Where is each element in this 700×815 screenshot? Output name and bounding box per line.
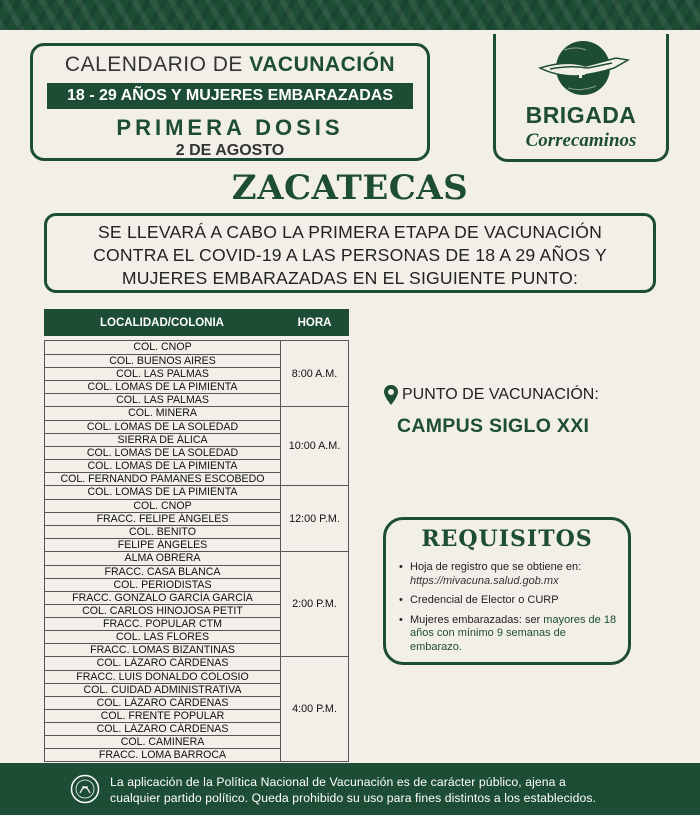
footer-disclaimer — [110, 774, 596, 806]
location-cell: FELIPE ÁNGELES — [45, 538, 280, 551]
schedule-header-box — [30, 43, 430, 161]
location-cell: COL. CARLOS HINOJOSA PETIT — [45, 604, 280, 617]
calendar-title-bold: VACUNACIÓN — [249, 53, 396, 76]
city-title: ZACATECAS — [231, 168, 469, 208]
location-cell: COL. CAMINERA — [45, 735, 280, 748]
bullet-icon: • — [399, 561, 403, 573]
group-locations — [45, 341, 281, 406]
location-cell: COL. LÁZARO CÁRDENAS — [45, 696, 280, 709]
dose-label: PRIMERA DOSIS — [116, 115, 344, 140]
government-seal-icon — [70, 774, 100, 804]
hour-cell: 4:00 P.M. — [292, 703, 337, 715]
location-cell: COL. LAS FLORES — [45, 630, 280, 643]
requirement-item — [399, 614, 620, 655]
schedule-group — [45, 656, 348, 761]
requirement-text: Hoja de registro que se obtiene en: — [410, 561, 582, 573]
hour-cell: 10:00 A.M. — [288, 440, 341, 452]
requirement-highlight: mayores de 18 años con mínimo 9 semanas de embarazo. — [410, 613, 617, 653]
hour-cell: 8:00 A.M. — [291, 367, 338, 380]
vaccination-point-label: PUNTO DE VACUNACIÓN: — [402, 386, 599, 403]
location-cell: FRACC. LUIS DONALDO COLOSIO — [45, 670, 280, 683]
brigade-subtitle: Correcaminos — [525, 130, 637, 151]
bullet-icon: • — [399, 594, 403, 606]
hour-cell: 2:00 P.M. — [292, 598, 337, 610]
location-cell: FRACC. POPULAR CTM — [45, 617, 280, 630]
roadrunner-logo-icon — [536, 38, 630, 100]
requirements-title: REQUISITOS — [421, 526, 593, 552]
column-header-hour: HORA — [297, 316, 332, 329]
location-cell: FRACC. FELIPE ÁNGELES — [45, 512, 280, 525]
location-pin-icon — [383, 384, 399, 406]
top-decorative-band — [0, 0, 700, 30]
table-header — [44, 309, 349, 336]
location-cell: FRACC. GONZALO GARCÍA GARCÍA — [45, 591, 280, 604]
hour-cell: 12:00 P.M. — [289, 512, 340, 525]
schedule-group — [45, 551, 348, 656]
intro-line-3: MUJERES EMBARAZADAS EN EL SIGUIENTE PUNTO: — [121, 268, 579, 288]
location-cell: COL. FERNANDO PAMANES ESCOBEDO — [45, 472, 280, 485]
location-cell: COL. BENITO — [45, 525, 280, 538]
location-cell: COL. CNOP — [45, 499, 280, 512]
intro-line-1: SE LLEVARÁ A CABO LA PRIMERA ETAPA DE VACUNACIÓN — [97, 222, 603, 242]
registration-link[interactable]: https://mivacuna.salud.gob.mx — [410, 574, 559, 587]
group-locations — [45, 407, 281, 485]
schedule-group — [45, 340, 348, 406]
brigade-name: BRIGADA — [525, 102, 637, 128]
vaccination-site-name: CAMPUS SIGLO XXI — [397, 415, 590, 437]
schedule-group — [45, 406, 348, 485]
calendar-title — [33, 53, 427, 77]
location-cell: COL. BUENOS AIRES — [45, 354, 280, 367]
location-cell: COL. FRENTE POPULAR — [45, 709, 280, 722]
schedule-group — [45, 485, 348, 551]
requirements-list — [386, 561, 628, 654]
location-cell: FRACC. CASA BLANCA — [45, 565, 280, 578]
location-cell: COL. LOMAS DE LA PIMIENTA — [45, 380, 280, 393]
requirement-text: Mujeres embarazadas: ser — [410, 613, 541, 626]
location-cell: FRACC. LOMA BARROCA — [45, 748, 280, 761]
footer-line-2: cualquier partido político. Queda prohibido su uso para fines distintos a los establecidos. — [110, 791, 597, 805]
location-cell: COL. LOMAS DE LA PIMIENTA — [45, 459, 280, 472]
location-cell: COL. MINERA — [128, 407, 197, 419]
footer — [0, 763, 700, 815]
brigade-box — [493, 34, 669, 162]
group-locations — [45, 486, 281, 551]
location-cell: COL. LÁZARO CÁRDENAS — [45, 722, 280, 735]
intro-box — [44, 213, 656, 293]
calendar-title-prefix: CALENDARIO DE — [64, 53, 243, 76]
location-cell: COL. LOMAS DE LA SOLEDAD — [45, 420, 280, 433]
group-locations — [45, 552, 281, 656]
location-cell: COL. PERIODISTAS — [45, 578, 280, 591]
location-cell: COL. LOMAS DE LA SOLEDAD — [45, 446, 280, 459]
location-cell: COL. LOMAS DE LA PIMIENTA — [87, 486, 238, 498]
location-cell: COL. CNOP — [133, 341, 192, 353]
location-cell: SIERRA DE ÁLICA — [45, 433, 280, 446]
location-cell: COL. LAS PALMAS — [45, 393, 280, 406]
requirement-item — [399, 594, 620, 608]
schedule-table — [44, 309, 349, 762]
column-header-location: LOCALIDAD/COLONIA — [100, 316, 224, 329]
table-body — [44, 340, 349, 762]
location-cell: COL. LÁZARO CÁRDENAS — [96, 657, 229, 669]
group-locations — [45, 657, 281, 761]
vaccination-point — [383, 384, 643, 438]
intro-line-2: CONTRA EL COVID-19 A LAS PERSONAS DE 18 A 29 AÑOS Y — [93, 245, 607, 265]
vaccination-point-row — [383, 384, 643, 406]
date-label: 2 DE AGOSTO — [175, 142, 285, 159]
location-cell: FRACC. LOMAS BIZANTINAS — [45, 643, 280, 656]
requirement-text: Credencial de Elector o CURP — [410, 594, 559, 606]
bullet-icon: • — [399, 613, 403, 626]
location-cell: COL. CUIDAD ADMINISTRATIVA — [45, 683, 280, 696]
footer-line-1: La aplicación de la Política Nacional de Vacunación es de carácter público, ajena a — [110, 775, 566, 789]
location-cell: ALMA OBRERA — [124, 552, 201, 564]
location-cell: COL. LAS PALMAS — [45, 367, 280, 380]
requirements-box — [383, 517, 631, 665]
requirement-item — [399, 561, 620, 588]
audience-bar: 18 - 29 AÑOS Y MUJERES EMBARAZADAS — [47, 83, 413, 109]
